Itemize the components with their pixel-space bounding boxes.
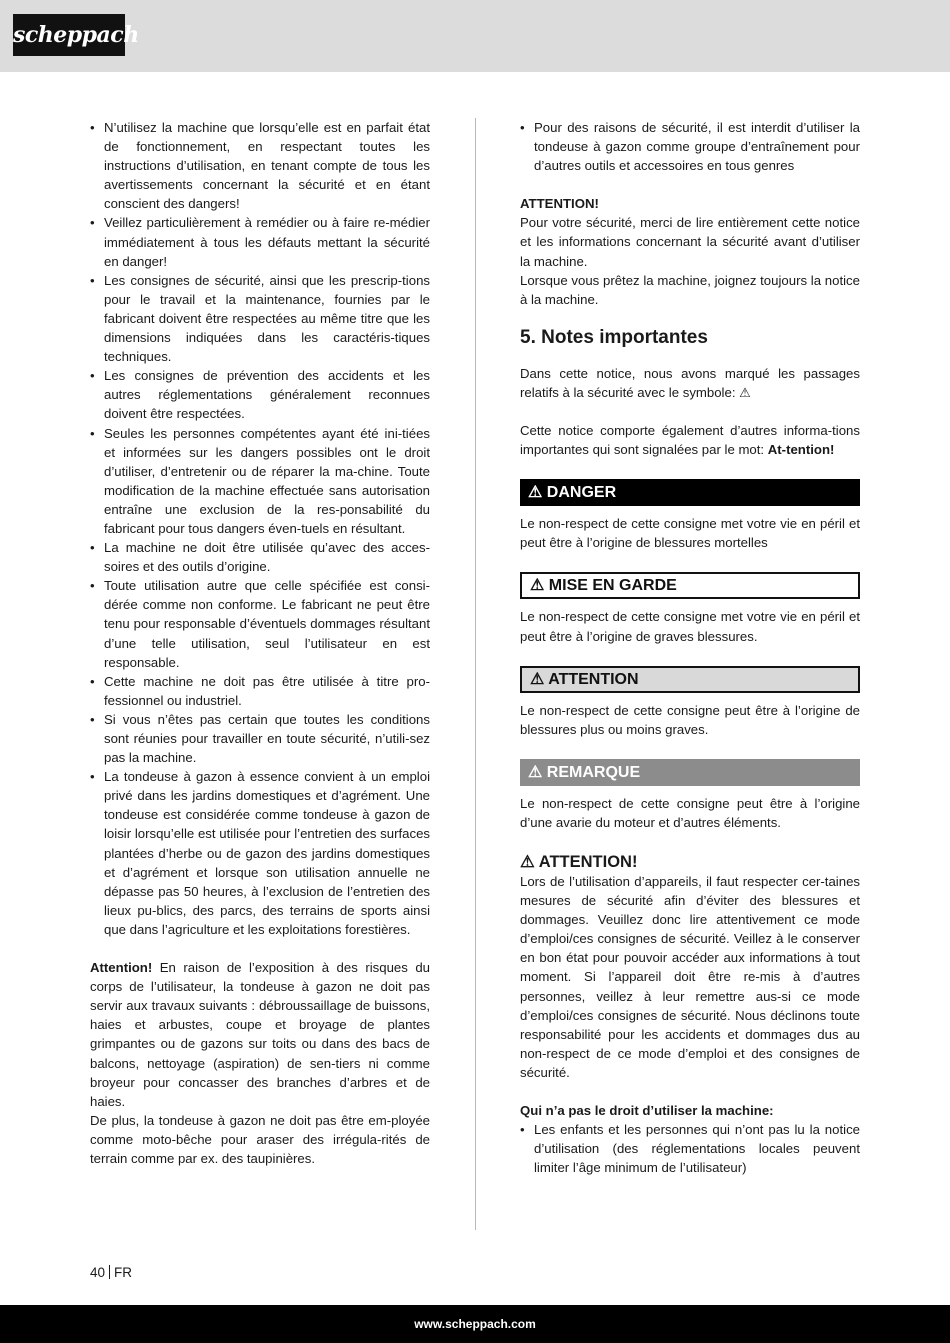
danger-text: Le non-respect de cette consigne met votre vie en péril et peut être à l’origine de blessures mortelles: [520, 516, 860, 551]
list-item-text: Si vous n’êtes pas certain que toutes les conditions sont réunies pour travailler en toute sécurité, n’utili-sez pas la machine.: [104, 711, 430, 766]
list-item: • Cette machine ne doit pas être utilisée à titre pro-fessionnel ou industriel.: [90, 673, 430, 708]
notes-text-2-bold: At-tention!: [767, 442, 835, 458]
top-bullet-list: [520, 118, 860, 175]
list-item-text: Veillez particulièrement à remédier ou à faire re-médier immédiatement à tous les défauts mettant la sécurité en danger!: [104, 215, 430, 269]
page-number: 40: [90, 1265, 106, 1280]
list-item: • Les consignes de sécurité, ainsi que les prescrip-tions pour le travail et la maintenance, fournies par le fabricant doivent être respectées au même titre que les dimensions indiquées dans les caractéris-tiques techniques.: [90, 272, 430, 365]
header-band: [0, 0, 950, 72]
attention-paragraph: [90, 958, 430, 1111]
list-item: • N’utilisez la machine que lorsqu’elle est en parfait état de fonctionnement, en respectant toutes les instructions d’utilisation, en tenant compte de tous les avertissements concernant la sécurité et en étant conscient des dangers!: [90, 120, 430, 212]
caution-text: Le non-respect de cette consigne peut être à l’origine de blessures plus ou moins graves.: [520, 702, 860, 737]
attention-2-text: Lors de l’utilisation d’appareils, il faut respecter cer-taines mesures de sécurité afin d’éviter des blessures et dommages. Veuillez donc lire attentivement ce mode d’emploi/ces consignes de sécurité. Veillez à le conserver en bon état pour pouvoir accéder aux informations à tout moment. Si l’appareil doit être re-mis à d’autres personnes, veillez à leur remettre aus-si ce mode d’emploi/ces consignes de sécurité. Nous déclinons toute responsabilité pour les accidents et dommages dus au non-respect de ce mode d’emploi et des consignes de sécurité.: [520, 873, 860, 1080]
list-item-text: N’utilisez la machine que lorsqu’elle est en parfait état de fonctionnement, en respectant toutes les instructions d’utilisation, en tenant compte de tous les avertissements concernant la sécurité et en étant conscient des dangers!: [104, 120, 430, 212]
list-item: • Toute utilisation autre que celle spécifiée est consi-dérée comme non conforme. Le fabricant ne peut être tenu pour responsable d’éventuels dommages résultant d’une telle utilisation, seul l’utilisateur en est responsable.: [90, 578, 430, 670]
list-item: • Si vous n’êtes pas certain que toutes les conditions sont réunies pour travailler en toute sécurité, n’utili-sez pas la machine.: [90, 711, 430, 766]
attention-2-heading: ⚠ ATTENTION!: [520, 852, 638, 871]
attention-heading: ATTENTION!: [520, 196, 599, 212]
list-item-text: Les enfants et les personnes qui n’ont pas lu la notice d’utilisation (des réglementations locales peuvent limiter l’âge minimum de l’utilisateur): [534, 1122, 860, 1176]
list-item-text: Cette machine ne doit pas être utilisée à titre pro-fessionnel ou industriel.: [104, 673, 430, 708]
list-item-text: Les consignes de prévention des accidents et les autres réglementations généralement reconnues doivent être respectées.: [104, 368, 430, 422]
list-item-text: La tondeuse à gazon à essence convient à un emploi privé dans les jardins domestiques et d’agrément. Une tondeuse est considérée comme tondeuse à gazon de loisir lorsqu’elle est utilisée pour l’entretien des surfaces plantées d’herbe ou de gazon des jardins domestiques et d’agrément et lorsque son utilisation annuelle ne dépasse pas 50 heures, à l’exclusion de l’entretien des lieux pu-blics, des parcs, des terrains de sports ainsi que dans l’agriculture et les exploitations forestières.: [104, 769, 430, 937]
list-item: • Pour des raisons de sécurité, il est interdit d’utiliser la tondeuse à gazon comme groupe d’entraînement pour d’autres outils et accessoires en tous genres: [520, 120, 860, 174]
who-bullet-list: [520, 1120, 860, 1177]
danger-banner: ⚠ DANGER: [520, 479, 860, 506]
safety-bullet-list: [90, 118, 430, 939]
notes-text-2-prefix: Cette notice comporte également d’autres informa-tions importantes qui sont signalées par le mot:: [520, 423, 860, 458]
list-item: • Seules les personnes compétentes ayant été ini-tiées et informées sur les dangers possibles ont le droit d’utiliser, d’entretenir ou de réparer la ma-chine. Toute modification de la machine effectuée sans autorisation entraîne une exclusion de la res-ponsabilité du fabricant pour tous dangers éven-tuels en résultant.: [90, 425, 430, 536]
attention-text-2: Lorsque vous prêtez la machine, joignez toujours la notice à la machine.: [520, 272, 860, 307]
attention-label: Attention!: [90, 960, 153, 976]
brand-logo: scheppach: [13, 14, 125, 56]
caution-banner: ⚠ ATTENTION: [520, 666, 860, 693]
column-divider: [475, 118, 476, 1230]
right-column: [520, 118, 860, 1177]
list-item: • Les enfants et les personnes qui n’ont pas lu la notice d’utilisation (des réglementations locales peuvent limiter l’âge minimum de l’utilisateur): [520, 1122, 860, 1176]
list-item: • Veillez particulièrement à remédier ou à faire re-médier immédiatement à tous les défauts mettant la sécurité en danger!: [90, 215, 430, 269]
list-item: • La machine ne doit être utilisée qu’avec des acces-soires et des outils d’origine.: [90, 540, 430, 575]
language-code: FR: [114, 1265, 133, 1280]
footer-url: www.scheppach.com: [414, 1317, 536, 1331]
list-item: • Les consignes de prévention des accidents et les autres réglementations généralement reconnues doivent être respectées.: [90, 368, 430, 422]
list-item-text: Seules les personnes compétentes ayant été ini-tiées et informées sur les dangers possibles ont le droit d’utiliser, d’entretenir ou de réparer la ma-chine. Toute modification de la machine effectuée sans autorisation entraîne une exclusion de la res-ponsabilité du fabricant pour tous dangers éven-tuels en résultant.: [104, 425, 430, 536]
warning-banner: ⚠ MISE EN GARDE: [520, 572, 860, 599]
list-item-text: Pour des raisons de sécurité, il est interdit d’utiliser la tondeuse à gazon comme groupe d’entraînement pour d’autres outils et accessoires en tous genres: [534, 120, 860, 174]
notes-text-2: [520, 421, 860, 459]
attention-text-1: Pour votre sécurité, merci de lire entièrement cette notice et les informations concernant la sécurité avant d’utiliser la machine.: [520, 215, 860, 269]
list-item-text: Toute utilisation autre que celle spécifiée est consi-dérée comme non conforme. Le fabricant ne peut être tenu pour responsable d’éventuels dommages résultant d’une telle utilisation, seul l’utilisateur en est responsable.: [104, 578, 430, 670]
left-column: [90, 118, 430, 1168]
list-item-text: Les consignes de sécurité, ainsi que les prescrip-tions pour le travail et la maintenance, fournies par le fabricant doivent être respectées au même titre que les dimensions indiquées dans les caractéris-tiques techniques.: [104, 272, 430, 365]
list-item: • La tondeuse à gazon à essence convient à un emploi privé dans les jardins domestiques et d’agrément. Une tondeuse est considérée comme tondeuse à gazon de loisir lorsqu’elle est utilisée pour l’entretien des surfaces plantées d’herbe ou de gazon des jardins domestiques et d’agrément et lorsque son utilisation annuelle ne dépasse pas 50 heures, à l’exclusion de l’entretien des lieux pu-blics, des parcs, des terrains de sports ainsi que dans l’agriculture et les exploitations forestières.: [90, 769, 430, 937]
notice-text: Le non-respect de cette consigne peut être à l’origine d’une avarie du moteur et d’autres éléments.: [520, 795, 860, 830]
page-separator: [109, 1265, 110, 1279]
who-heading: Qui n’a pas le droit d’utiliser la machine:: [520, 1103, 774, 1118]
warning-text: Le non-respect de cette consigne met votre vie en péril et peut être à l’origine de graves blessures.: [520, 609, 860, 644]
notice-banner: ⚠ REMARQUE: [520, 759, 860, 786]
section-title: 5. Notes importantes: [520, 326, 708, 348]
page-footer: [90, 1265, 132, 1280]
attention-text: En raison de l’exposition à des risques du corps de l’utilisateur, la tondeuse à gazon ne doit pas servir aux travaux suivants : débroussaillage de buissons, haies et arbustes, coupe et broyage de plantes grimpantes ou de gazons sur toits ou dans des bacs de balcons, nettoyage (aspiration) de sen-tiers ni comme broyeur pour concasser des branches d’arbres et de haies.: [90, 960, 430, 1109]
list-item-text: La machine ne doit être utilisée qu’avec des acces-soires et des outils d’origine.: [104, 540, 430, 575]
notes-text-1: Dans cette notice, nous avons marqué les passages relatifs à la sécurité avec le symbole: ⚠: [520, 365, 860, 400]
extra-paragraph: De plus, la tondeuse à gazon ne doit pas être em-ployée comme moto-bêche pour araser des irrégula-rités de terrain comme par ex. des taupinières.: [90, 1112, 430, 1166]
